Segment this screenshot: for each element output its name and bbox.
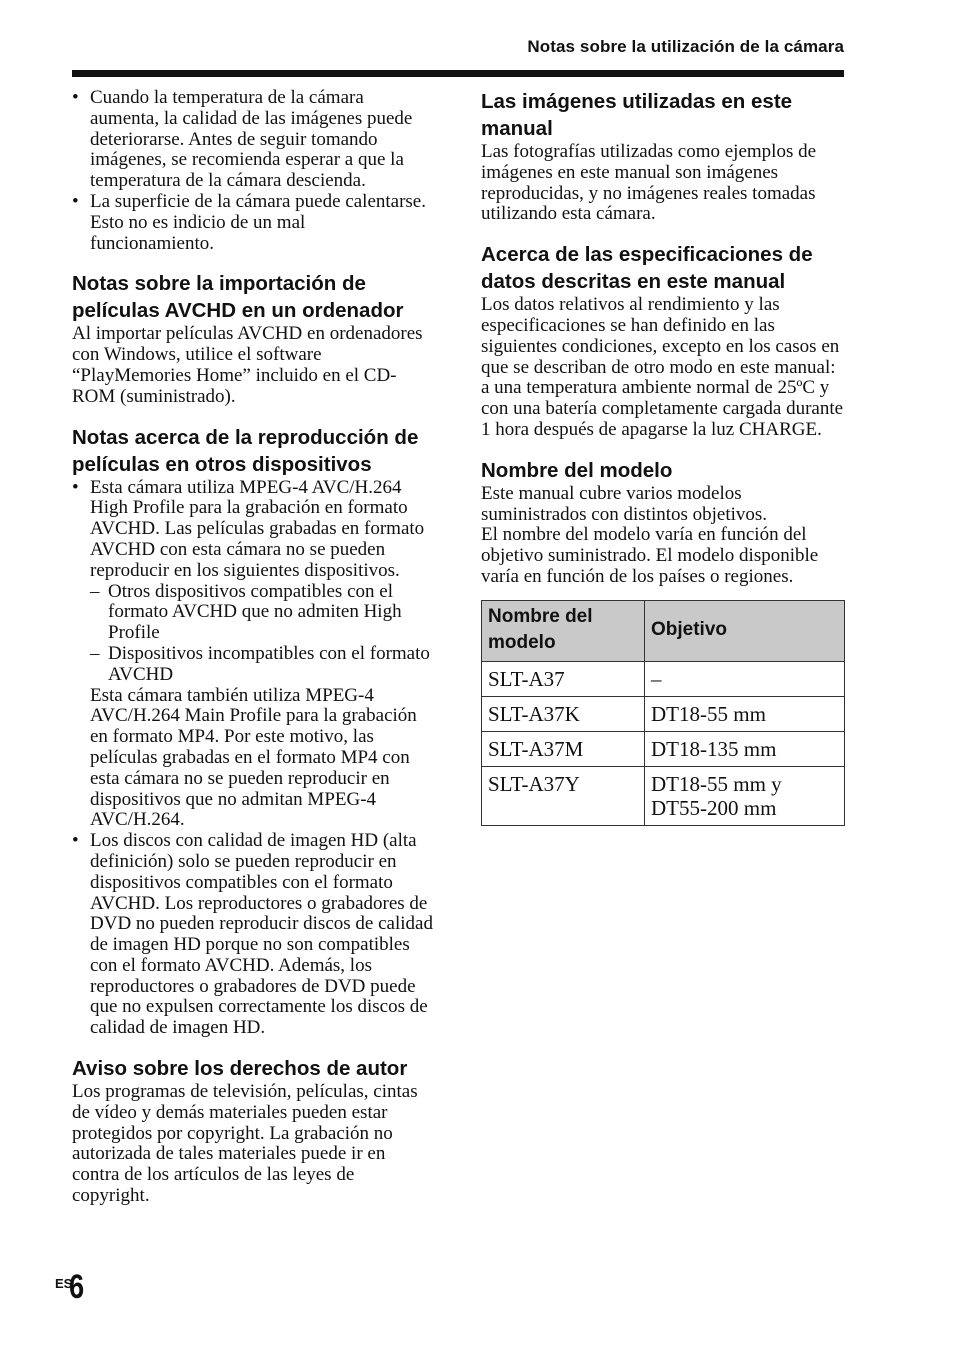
table-cell: SLT-A37 [482, 661, 645, 696]
left-column [72, 88, 434, 1207]
column-header-model: Nombre del modelo [482, 600, 645, 661]
table-cell: DT18-135 mm [645, 731, 845, 766]
section-heading-images: Las imágenes utilizadas en este manual [481, 90, 793, 140]
table-cell: DT18-55 mm [645, 696, 845, 731]
list-item: • Los discos con calidad de imagen HD (alta definición) solo se pueden reproducir en dispositivos compatibles con el formato AVCHD. Los reproductores o grabadores de DVD no pueden reproducir discos de calidad de imagen HD porque no son compatibles con el formato AVCHD. Además, los reproductores o grabadores de DVD puede que no expulsen correctamente los discos de calidad de imagen HD. [72, 831, 434, 1039]
section-body-model-2: El nombre del modelo varía en función del objetivo suministrado. El modelo disponible varía en función de los países o regiones. [481, 524, 819, 587]
intro-bullet-list [72, 88, 434, 254]
table-row [482, 696, 845, 731]
table-row [482, 661, 845, 696]
section-body-copyright: Los programas de televisión, películas, cintas de vídeo y demás materiales pueden estar protegidos por copyright. La grabación no autorizada de tales materiales puede ir en contra de los artículos de las leyes de copyright. [72, 1081, 418, 1207]
section-body-images: Las fotografías utilizadas como ejemplos de imágenes en este manual son imágenes reproducidas, y no imágenes reales tomadas utilizando esta cámara. [481, 141, 817, 225]
table-cell: SLT-A37K [482, 696, 645, 731]
section-heading-specs: Acerca de las especificaciones de datos descritas en este manual [481, 243, 813, 294]
bullet-text: Esta cámara utiliza MPEG-4 AVC/H.264 High Profile para la grabación en formato AVCHD. Las películas grabadas en formato AVCHD con esta cámara no se pueden reproducir en los siguientes dispositivos. [90, 476, 425, 581]
model-table [481, 600, 845, 826]
list-item: • Cuando la temperatura de la cámara aumenta, la calidad de las imágenes puede deteriorarse. Antes de seguir tomando imágenes, se recomienda esperar a que la temperatura de la cámara descienda. [72, 88, 434, 192]
table-cell: SLT-A37Y [482, 766, 645, 825]
language-code: ES [55, 1276, 73, 1291]
header-rule [72, 70, 844, 77]
sub-list-item: – Dispositivos incompatibles con el formato AVCHD [90, 644, 434, 686]
table-cell: DT18-55 mm y DT55-200 mm [645, 766, 845, 825]
table-cell: – [645, 661, 845, 696]
bullet-continuation: Esta cámara también utiliza MPEG-4 AVC/H.264 Main Profile para la grabación en formato MP4. Por este motivo, las películas grabadas en el formato MP4 con esta cámara no se pueden reproducir en dispositivos que no admitan MPEG-4 AVC/H.264. [90, 684, 417, 831]
page-number: 6 [69, 1268, 85, 1306]
section-heading-avchd-import: Notas sobre la importación de películas AVCHD en un ordenador [72, 272, 404, 323]
right-column [481, 88, 845, 826]
playback-bullet-list [72, 478, 434, 1040]
section-body-model-1: Este manual cubre varios modelos suministrados con distintos objetivos. [481, 482, 768, 525]
section-heading-playback: Notas acerca de la reproducción de películas en otros dispositivos [72, 425, 419, 476]
section-body-specs: Los datos relativos al rendimiento y las especificaciones se han definido en las siguientes condiciones, excepto en los casos en que se describan de otro modo en este manual: a una temperatura ambiente normal de 25ºC y con una batería completamente cargada durante 1 hora después de apagarse la luz CHARGE. [481, 294, 844, 440]
running-header: Notas sobre la utilización de la cámara [527, 37, 844, 56]
section-heading-model: Nombre del modelo [481, 458, 673, 482]
section-body-avchd-import: Al importar películas AVCHD en ordenadores con Windows, utilice el software “PlayMemories Home” incluido en el CD-ROM (suministrado). [72, 323, 423, 407]
sub-list [90, 582, 434, 686]
list-item [72, 478, 434, 832]
table-row [482, 731, 845, 766]
list-item: • La superficie de la cámara puede calentarse. Esto no es indicio de un mal funcionamiento. [72, 192, 434, 254]
table-header-row [482, 600, 845, 661]
column-header-lens: Objetivo [645, 600, 845, 661]
section-heading-copyright: Aviso sobre los derechos de autor [72, 1057, 408, 1081]
sub-list-item: – Otros dispositivos compatibles con el formato AVCHD que no admiten High Profile [90, 582, 434, 644]
table-row [482, 766, 845, 825]
table-cell: SLT-A37M [482, 731, 645, 766]
